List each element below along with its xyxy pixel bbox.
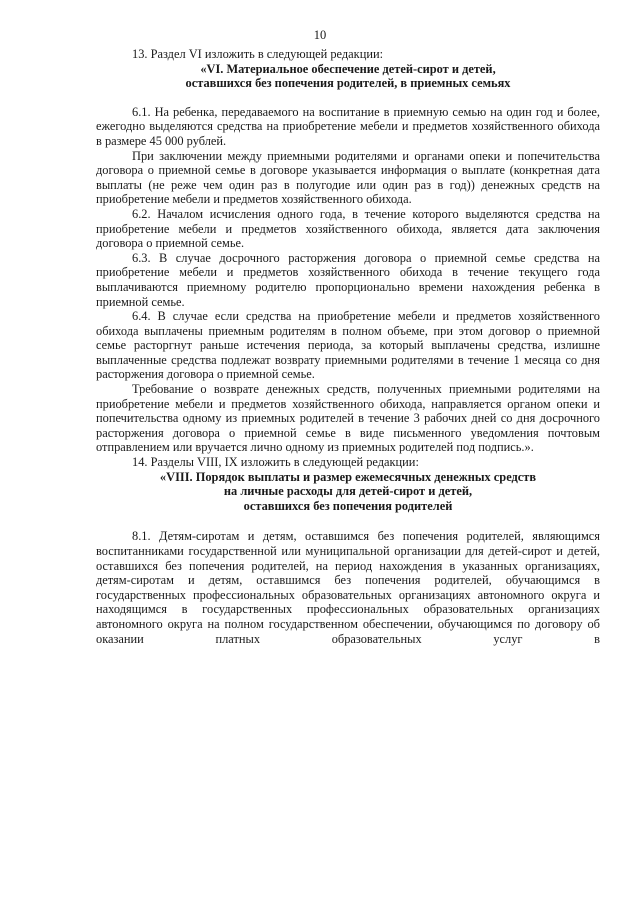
amendment-item-14: 14. Разделы VIII, IX изложить в следующей редакции: [132, 455, 419, 470]
amendment-item-13: 13. Раздел VI изложить в следующей редакции: [132, 47, 384, 61]
document-body [96, 47, 600, 646]
section-viii-heading [96, 470, 600, 514]
heading-line: «VIII. Порядок выплаты и размер ежемесячных денежных средств [159, 469, 537, 484]
heading-line: оставшихся без попечения родителей [243, 498, 453, 513]
paragraph-6-4: 6.4. В случае если средства на приобретение мебели и предметов хозяйственного обихода выплачены приемным родителям в полном объеме, при этом договор о приемной семье расторгнут раньше истечения периода, за который выплачены средства, излишне выплаченные средства подлежат возврату приемными родителями в течение 1 месяца со дня расторжения договора о приемной семье. [96, 309, 600, 382]
heading-line: оставшихся без попечения родителей, в приемных семьях [185, 76, 511, 91]
paragraph-6-1-contract: При заключении между приемными родителями и органами опеки и попечительства договора о приемной семье в договоре указывается информация о выплате (конкретная дата выплаты (не реже чем один раз в полугодие или один раз в год)) денежных средств на приобретение мебели и предметов хозяйственного обихода. [96, 148, 600, 207]
paragraph-6-2: 6.2. Началом исчисления одного года, в течение которого выделяются средства на приобретение мебели и предметов хозяйственного обихода, является дата заключения договора о приемной семье. [96, 206, 600, 251]
paragraph-6-1: 6.1. На ребенка, передаваемого на воспитание в приемную семью на один год и более, ежегодно выделяются средства на приобретение мебели и предметов хозяйственного обихода в размере 45 000 рублей. [96, 104, 600, 148]
paragraph-6-4-refund: Требование о возврате денежных средств, полученных приемными родителями на приобретение мебели и предметов хозяйственного обихода, направляется органом опеки и попечительства одному из приемных родителей в течение 3 рабочих дней со дня досрочного расторжения договора о приемной семье в виде письменного уведомления почтовым отправлением или вручается лично одному из приемных родителей под подпись.». [96, 382, 600, 455]
page-number: 10 [313, 28, 327, 42]
section-vi-heading [96, 62, 600, 91]
paragraph-8-1: 8.1. Детям-сиротам и детям, оставшимся без попечения родителей, являющимся воспитанниками государственной или муниципальной организации для детей-сирот и детей, оставшихся без попечения родителей, на период нахождения в указанных организациях, детям-сиротам и детям, оставшимся без попечения родителей, обучающимся в государственных профессиональных образовательных организациях автономного округа и находящимся в государственных профессиональных образовательных организациях автономного округа на полном государственном обеспечении, обучающимся по договору об оказании платных образовательных услуг в [96, 529, 600, 646]
paragraph-6-3: 6.3. В случае досрочного расторжения договора о приемной семье средства на приобретение мебели и предметов хозяйственного обихода в течение текущего года выплачиваются приемному родителю пропорционально времени нахождения ребенка в приемной семье. [96, 250, 600, 309]
heading-line: на личные расходы для детей-сирот и детей, [223, 484, 473, 499]
heading-line: «VI. Материальное обеспечение детей-сирот и детей, [200, 61, 496, 76]
